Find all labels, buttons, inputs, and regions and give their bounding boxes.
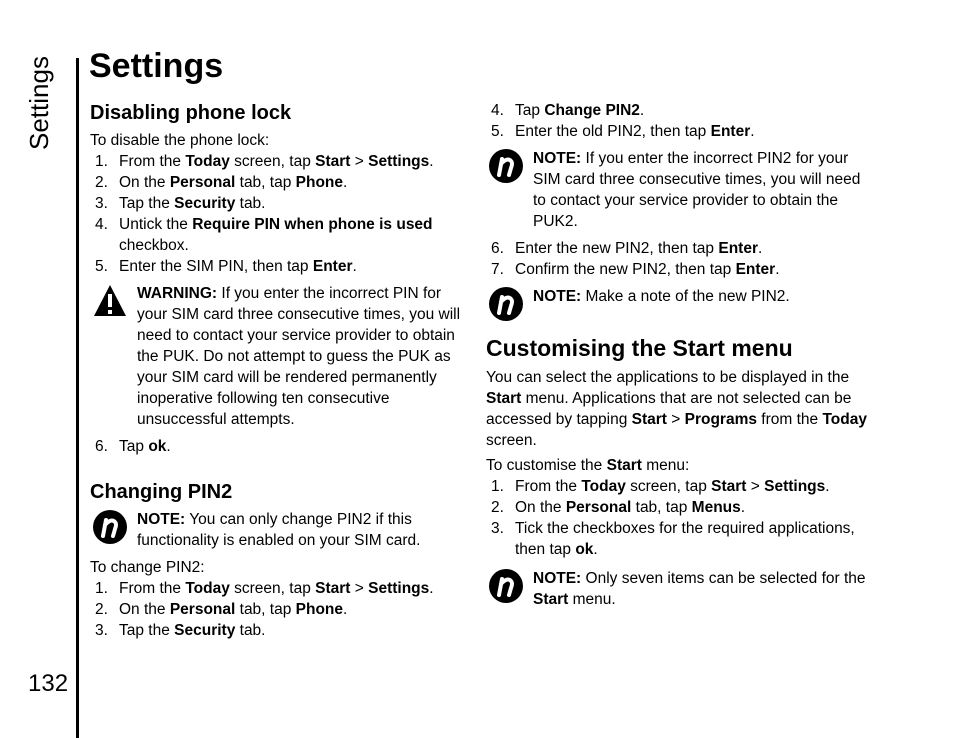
bold-term: Security xyxy=(174,622,236,639)
step-text: From the xyxy=(515,478,582,495)
step-text: Tap the xyxy=(119,195,175,212)
step-number: 5. xyxy=(95,258,108,275)
side-section-label: Settings xyxy=(24,56,54,150)
paragraph-text: > xyxy=(666,411,685,428)
step-number: 6. xyxy=(491,240,504,257)
step-number: 4. xyxy=(95,216,108,233)
bold-term: Personal xyxy=(565,499,632,516)
list-item xyxy=(486,238,871,259)
list-item xyxy=(90,578,470,599)
note-bold: Start xyxy=(533,591,569,608)
step-text: . xyxy=(429,153,434,170)
list-item xyxy=(486,121,871,142)
note-box xyxy=(486,286,871,307)
step-number: 1. xyxy=(95,580,108,597)
step-text: Tick the checkboxes for the required applications, then tap xyxy=(515,520,855,558)
intro-text: To change PIN2: xyxy=(90,559,205,576)
bold-term: Start xyxy=(486,390,522,407)
section-heading-customising-start-menu: Customising the Start menu xyxy=(486,335,793,361)
list-item xyxy=(90,599,470,620)
step-text: screen, tap xyxy=(229,153,316,170)
step-text: screen, tap xyxy=(229,580,316,597)
note-text: You can only change PIN2 if this functionality is enabled on your SIM card. xyxy=(137,511,421,549)
bold-term: Menus xyxy=(691,499,741,516)
note-box xyxy=(486,148,871,232)
step-number: 6. xyxy=(95,438,108,455)
left-column xyxy=(90,100,470,641)
bold-term: Require PIN when phone is used xyxy=(192,216,433,233)
note-text: Make a note of the new PIN2. xyxy=(581,288,790,305)
bold-term: Today xyxy=(822,411,867,428)
bold-term: Settings xyxy=(764,478,826,495)
note-label: NOTE: xyxy=(533,150,582,167)
list-item xyxy=(90,193,470,214)
note-box xyxy=(486,568,871,610)
list-item xyxy=(486,518,871,560)
bold-term: Programs xyxy=(684,411,757,428)
step-text: . xyxy=(166,438,171,455)
step-text: Tap the xyxy=(119,622,175,639)
note-text: Only seven items can be selected for the xyxy=(581,570,866,587)
step-text: Tap xyxy=(119,438,149,455)
warning-box xyxy=(90,283,470,430)
step-text: tab, tap xyxy=(631,499,692,516)
steps-list xyxy=(90,151,470,277)
paragraph-text: from the xyxy=(757,411,823,428)
step-text: . xyxy=(593,541,598,558)
list-item xyxy=(486,476,871,497)
bold-term: Today xyxy=(185,153,230,170)
step-text: tab. xyxy=(235,622,266,639)
bold-term: ok xyxy=(575,541,594,558)
steps-list xyxy=(486,238,871,280)
steps-list xyxy=(486,476,871,560)
bold-term: Security xyxy=(174,195,236,212)
step-text: . xyxy=(757,240,763,257)
step-text: . xyxy=(343,174,348,191)
body-paragraph xyxy=(486,367,871,451)
right-column xyxy=(486,100,871,610)
step-text: tab, tap xyxy=(235,174,296,191)
step-text: checkbox. xyxy=(119,237,189,254)
list-item xyxy=(90,256,470,277)
note-icon xyxy=(488,148,524,184)
step-number: 7. xyxy=(491,261,504,278)
bold-term: Start xyxy=(315,153,351,170)
note-icon xyxy=(488,286,524,322)
step-text: From the xyxy=(119,153,186,170)
step-text: tab. xyxy=(235,195,266,212)
paragraph-text: screen. xyxy=(486,432,537,449)
step-text: . xyxy=(750,123,755,140)
margin-rule xyxy=(76,58,79,738)
step-number: 2. xyxy=(95,174,108,191)
step-text: > xyxy=(746,478,765,495)
step-number: 3. xyxy=(95,622,108,639)
step-text: tab, tap xyxy=(235,601,296,618)
steps-list xyxy=(486,100,871,142)
step-text: . xyxy=(639,102,645,119)
warning-icon xyxy=(92,283,128,319)
step-text: On the xyxy=(515,499,566,516)
step-text: Confirm the new PIN2, then tap xyxy=(515,261,736,278)
note-label: NOTE: xyxy=(533,570,582,587)
step-text: > xyxy=(350,580,369,597)
list-item xyxy=(486,259,871,280)
paragraph-text: You can select the applications to be displayed in the xyxy=(486,369,850,386)
bold-term: Today xyxy=(581,478,626,495)
step-number: 1. xyxy=(491,478,504,495)
list-item xyxy=(486,100,871,121)
step-text: . xyxy=(740,499,746,516)
list-item xyxy=(90,436,470,457)
step-text: Enter the SIM PIN, then tap xyxy=(119,258,313,275)
note-icon xyxy=(92,509,128,545)
section-heading-disabling-phone-lock: Disabling phone lock xyxy=(90,102,292,124)
step-text: > xyxy=(350,153,369,170)
steps-list xyxy=(90,578,470,641)
note-text-end: menu. xyxy=(568,591,616,608)
bold-term: Start xyxy=(711,478,747,495)
bold-term: Enter xyxy=(735,261,776,278)
step-text: Enter the old PIN2, then tap xyxy=(515,123,711,140)
step-number: 1. xyxy=(95,153,108,170)
page-title: Settings xyxy=(89,47,224,85)
warning-text: If you enter the incorrect PIN for your SIM card three consecutive times, you will need to contact your service provider to obtain the PUK. Do not attempt to guess the PUK as your SIM card will be rendered permanently inoperative following ten consecutive unsuccessful attempts. xyxy=(137,285,461,428)
section-heading-changing-pin2: Changing PIN2 xyxy=(90,481,233,503)
note-text: If you enter the incorrect PIN2 for your SIM card three consecutive times, you will need to contact your service provider to obtain the PUK2. xyxy=(533,150,861,230)
bold-term: Personal xyxy=(169,601,236,618)
step-text: . xyxy=(352,258,357,275)
step-text: . xyxy=(429,580,434,597)
step-text: . xyxy=(825,478,830,495)
note-label: NOTE: xyxy=(137,511,186,528)
page-number: 132 xyxy=(28,670,69,697)
step-text: On the xyxy=(119,174,170,191)
bold-term: Start xyxy=(631,411,667,428)
step-text: . xyxy=(343,601,348,618)
bold-term: Phone xyxy=(295,174,344,191)
bold-term: Start xyxy=(606,457,642,474)
note-box xyxy=(90,509,470,551)
steps-list xyxy=(90,436,470,457)
warning-label: WARNING: xyxy=(137,285,218,302)
step-text: . xyxy=(775,261,780,278)
list-item xyxy=(486,497,871,518)
bold-term: Settings xyxy=(368,153,430,170)
bold-term: Settings xyxy=(368,580,430,597)
list-item xyxy=(90,620,470,641)
step-text: From the xyxy=(119,580,186,597)
step-number: 2. xyxy=(491,499,504,516)
bold-term: Personal xyxy=(169,174,236,191)
bold-term: Enter xyxy=(718,240,758,257)
step-number: 5. xyxy=(491,123,504,140)
bold-term: Change PIN2 xyxy=(544,102,640,119)
list-item xyxy=(90,151,470,172)
bold-term: Enter xyxy=(710,123,751,140)
step-number: 2. xyxy=(95,601,108,618)
paragraph-text: menu: xyxy=(641,457,690,474)
paragraph-text: To customise the xyxy=(486,457,607,474)
note-label: NOTE: xyxy=(533,288,582,305)
bold-term: Enter xyxy=(312,258,353,275)
bold-term: Phone xyxy=(295,601,344,618)
intro-text: To disable the phone lock: xyxy=(90,132,270,149)
step-number: 3. xyxy=(95,195,108,212)
intro-text xyxy=(486,455,871,476)
bold-term: ok xyxy=(148,438,167,455)
step-text: On the xyxy=(119,601,170,618)
step-text: screen, tap xyxy=(625,478,712,495)
list-item xyxy=(90,172,470,193)
step-text: Enter the new PIN2, then tap xyxy=(515,240,719,257)
step-number: 3. xyxy=(491,520,504,537)
note-icon xyxy=(488,568,524,604)
step-text: Untick the xyxy=(119,216,193,233)
paragraph-text: menu. Applications that are not selected can be accessed by tapping xyxy=(486,390,852,428)
bold-term: Start xyxy=(315,580,351,597)
bold-term: Today xyxy=(185,580,230,597)
list-item xyxy=(90,214,470,256)
step-number: 4. xyxy=(491,102,504,119)
step-text: Tap xyxy=(515,102,545,119)
